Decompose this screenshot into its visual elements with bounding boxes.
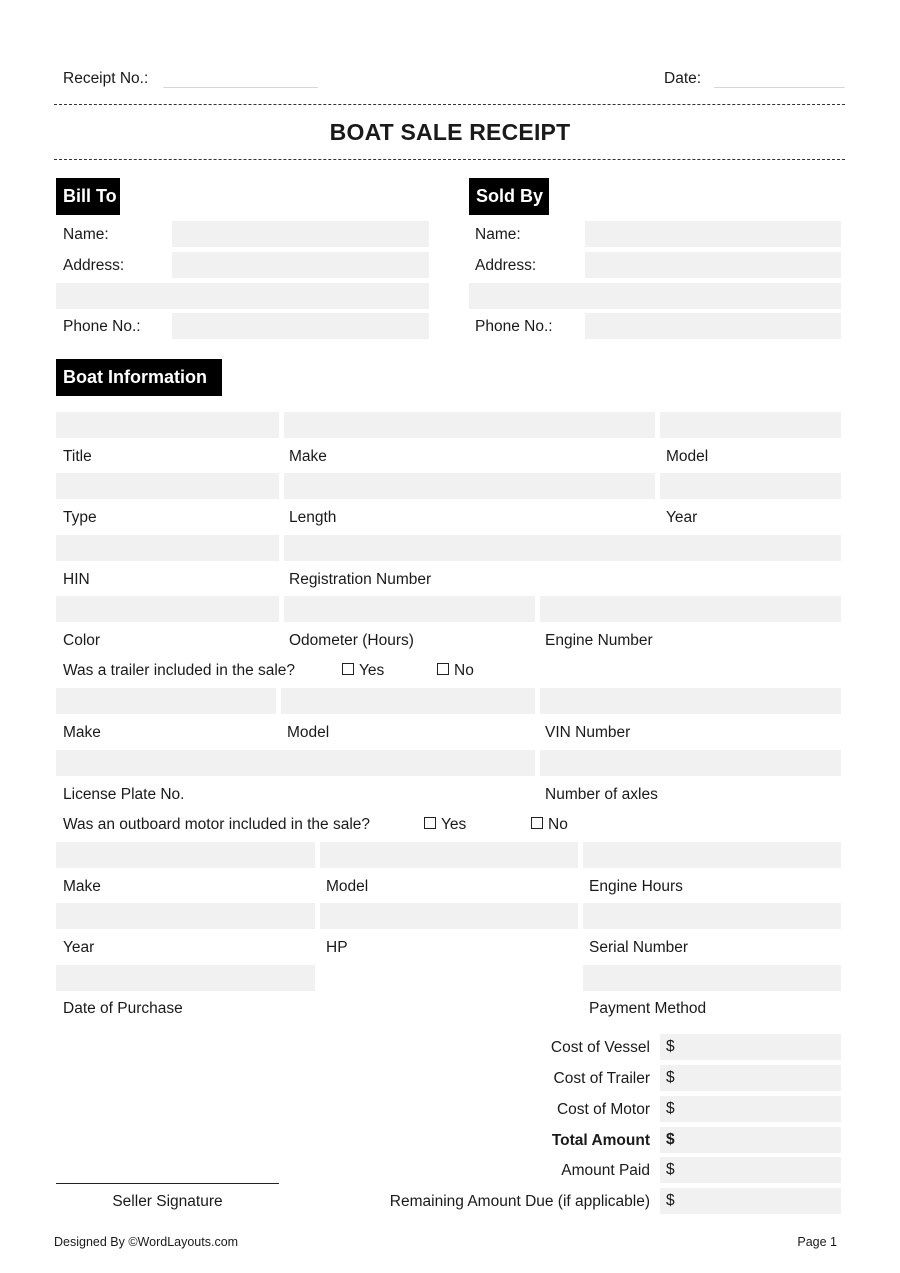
boat-make-label: Make xyxy=(289,448,327,465)
boat-title-label: Title xyxy=(63,448,92,465)
motor-yes-option[interactable] xyxy=(424,816,466,834)
bill-to-heading: Bill To xyxy=(56,178,120,215)
boat-registration-label: Registration Number xyxy=(289,571,432,588)
motor-no-label: No xyxy=(548,816,568,833)
bill-to-address-label: Address: xyxy=(63,257,125,274)
motor-model-field[interactable] xyxy=(320,842,578,868)
currency-symbol: $ xyxy=(666,1069,675,1086)
boat-length-field[interactable] xyxy=(284,473,655,499)
boat-color-field[interactable] xyxy=(56,596,279,622)
currency-symbol: $ xyxy=(666,1192,675,1209)
seller-signature-label: Seller Signature xyxy=(112,1193,223,1210)
page-title: BOAT SALE RECEIPT xyxy=(329,119,571,145)
motor-year-field[interactable] xyxy=(56,903,315,929)
currency-symbol: $ xyxy=(666,1131,675,1148)
trailer-model-field[interactable] xyxy=(281,688,535,714)
boat-type-field[interactable] xyxy=(56,473,279,499)
remaining-amount-field[interactable] xyxy=(660,1188,841,1214)
motor-purchase-date-field[interactable] xyxy=(56,965,315,991)
sold-by-address-field[interactable] xyxy=(585,252,841,278)
sold-by-phone-label: Phone No.: xyxy=(475,318,553,335)
cost-motor-label: Cost of Motor xyxy=(556,1101,650,1118)
trailer-question: Was a trailer included in the sale? xyxy=(63,662,296,679)
boat-year-field[interactable] xyxy=(660,473,841,499)
trailer-make-field[interactable] xyxy=(56,688,276,714)
sold-by-heading: Sold By xyxy=(469,178,549,215)
motor-year-label: Year xyxy=(63,939,95,956)
trailer-no-label: No xyxy=(454,662,474,679)
motor-hp-field[interactable] xyxy=(320,903,578,929)
boat-hin-field[interactable] xyxy=(56,535,279,561)
amount-paid-field[interactable] xyxy=(660,1157,841,1183)
boat-engine-number-field[interactable] xyxy=(540,596,841,622)
boat-type-label: Type xyxy=(63,509,97,526)
boat-make-field[interactable] xyxy=(284,412,655,438)
boat-odometer-label: Odometer (Hours) xyxy=(289,632,414,649)
motor-yes-label: Yes xyxy=(441,816,467,833)
motor-make-label: Make xyxy=(63,878,101,895)
sold-by-name-label: Name: xyxy=(475,226,521,243)
date-label: Date: xyxy=(664,70,702,87)
motor-serial-label: Serial Number xyxy=(589,939,689,956)
boat-info-heading: Boat Information xyxy=(56,359,222,396)
title-divider xyxy=(54,159,845,160)
motor-hours-field[interactable] xyxy=(583,842,841,868)
trailer-vin-label: VIN Number xyxy=(545,724,631,741)
receipt-no-label: Receipt No.: xyxy=(63,70,149,87)
trailer-no-option[interactable] xyxy=(437,662,474,680)
motor-question: Was an outboard motor included in the sale? xyxy=(63,816,371,833)
boat-registration-field[interactable] xyxy=(284,535,841,561)
sold-by-address-label: Address: xyxy=(475,257,537,274)
motor-serial-field[interactable] xyxy=(583,903,841,929)
currency-symbol: $ xyxy=(666,1038,675,1055)
sold-by-address-line2-field[interactable] xyxy=(469,283,841,309)
checkbox-icon[interactable] xyxy=(342,663,354,675)
boat-year-label: Year xyxy=(666,509,698,526)
cost-trailer-label: Cost of Trailer xyxy=(553,1070,650,1087)
trailer-plate-field[interactable] xyxy=(56,750,535,776)
motor-hp-label: HP xyxy=(326,939,348,956)
trailer-vin-field[interactable] xyxy=(540,688,841,714)
bill-to-address-line2-field[interactable] xyxy=(56,283,429,309)
cost-motor-field[interactable] xyxy=(660,1096,841,1122)
boat-engine-number-label: Engine Number xyxy=(545,632,653,649)
sold-by-phone-field[interactable] xyxy=(585,313,841,339)
total-amount-field[interactable] xyxy=(660,1127,841,1153)
date-field[interactable] xyxy=(714,87,845,88)
checkbox-icon[interactable] xyxy=(437,663,449,675)
bill-to-name-field[interactable] xyxy=(172,221,429,247)
total-amount-label: Total Amount xyxy=(551,1132,650,1149)
receipt-no-field[interactable] xyxy=(163,87,318,88)
cost-vessel-field[interactable] xyxy=(660,1034,841,1060)
designed-by: Designed By ©WordLayouts.com xyxy=(54,1235,239,1249)
cost-trailer-field[interactable] xyxy=(660,1065,841,1091)
motor-hours-label: Engine Hours xyxy=(589,878,683,895)
trailer-plate-label: License Plate No. xyxy=(63,786,185,803)
trailer-axles-field[interactable] xyxy=(540,750,841,776)
top-divider xyxy=(54,104,845,105)
motor-purchase-date-label: Date of Purchase xyxy=(63,1000,183,1017)
trailer-axles-label: Number of axles xyxy=(545,786,658,803)
bill-to-name-label: Name: xyxy=(63,226,109,243)
cost-vessel-label: Cost of Vessel xyxy=(550,1039,650,1056)
boat-title-field[interactable] xyxy=(56,412,279,438)
boat-model-label: Model xyxy=(666,448,709,465)
signature-line[interactable] xyxy=(56,1183,279,1184)
motor-no-option[interactable] xyxy=(531,816,568,834)
trailer-model-label: Model xyxy=(287,724,330,741)
trailer-yes-label: Yes xyxy=(359,662,385,679)
trailer-make-label: Make xyxy=(63,724,101,741)
trailer-yes-option[interactable] xyxy=(342,662,384,680)
bill-to-address-field[interactable] xyxy=(172,252,429,278)
bill-to-phone-label: Phone No.: xyxy=(63,318,141,335)
checkbox-icon[interactable] xyxy=(531,817,543,829)
boat-length-label: Length xyxy=(289,509,337,526)
amount-paid-label: Amount Paid xyxy=(561,1162,650,1179)
currency-symbol: $ xyxy=(666,1161,675,1178)
page-number: Page 1 xyxy=(797,1235,837,1249)
sold-by-name-field[interactable] xyxy=(585,221,841,247)
remaining-amount-label: Remaining Amount Due (if applicable) xyxy=(389,1193,650,1210)
bill-to-phone-field[interactable] xyxy=(172,313,429,339)
boat-color-label: Color xyxy=(63,632,101,649)
boat-odometer-field[interactable] xyxy=(284,596,535,622)
motor-model-label: Model xyxy=(326,878,369,895)
boat-model-field[interactable] xyxy=(660,412,841,438)
boat-hin-label: HIN xyxy=(63,571,90,588)
motor-payment-method-label: Payment Method xyxy=(589,1000,707,1017)
motor-payment-method-field[interactable] xyxy=(583,965,841,991)
checkbox-icon[interactable] xyxy=(424,817,436,829)
currency-symbol: $ xyxy=(666,1100,675,1117)
motor-make-field[interactable] xyxy=(56,842,315,868)
